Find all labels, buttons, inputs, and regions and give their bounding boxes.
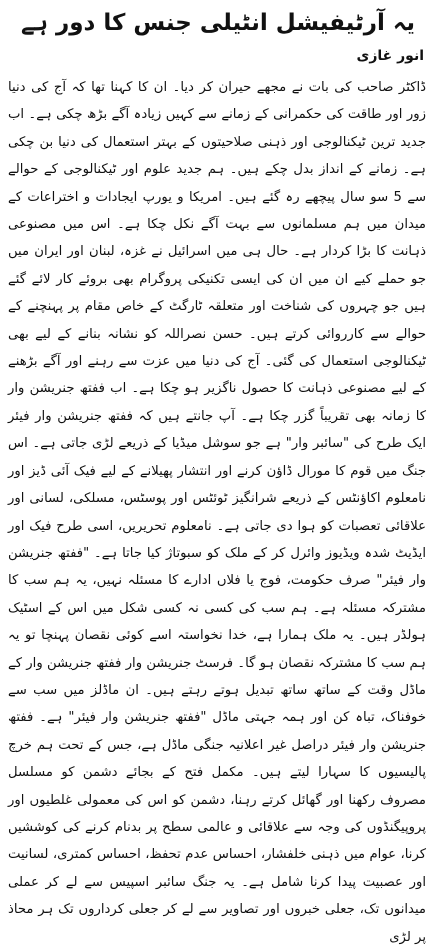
article-headline: یہ آرٹیفیشل انٹیلی جنس کا دور ہے (21, 10, 415, 36)
article-body (6, 74, 430, 951)
author-byline: انور غازی (356, 48, 424, 64)
article-paragraph: ڈاکٹر صاحب کی بات نے مجھے حیران کر دیا۔ ان کا کہنا تھا کہ آج کی دنیا زور اور طاقت کی حکمرانی کے زمانے سے کہیں زیادہ آگے بڑھ چکی ہے۔ اب جدید ترین ٹیکنالوجی اور ذہنی صلاحیتوں کے بہتر استعمال کی دنیا بن چکی ہے۔ زمانے کے انداز بدل چکے ہیں۔ ہم جدید علوم اور ٹیکنالوجی کے حوالے سے 5 سو سال پیچھے رہ گئے ہیں۔ امریکا و یورپ ایجادات و اختراعات کے میدان میں ہم مسلمانوں سے بہت آگے نکل چکا ہے۔ اس میں مصنوعی ذہانت کا بڑا کردار ہے۔ حال ہی میں اسرائیل نے غزہ، لبنان اور ایران میں جو حملے کیے ان میں ان کی ایسی تکنیکی پروگرام بھی بروئے کار لائے گئے ہیں جو چہروں کی شناخت اور متعلقہ ٹارگٹ کے خاص مقام پر پہنچنے کے حوالے سے کارروائی کرتے ہیں۔ حسن نصراللہ کو نشانہ بنانے کے لیے بھی ٹیکنالوجی استعمال کی گئی۔ آج کی دنیا میں عزت سے رہنے اور آگے بڑھنے کے لیے مصنوعی ذہانت کا حصول ناگزیر ہو چکا ہے۔ اب ففتھ جنریشن وار کا زمانہ بھی تقریباً گزر چکا ہے۔ آپ جانتے ہیں کہ ففتھ جنریشن وار فیئر ایک طرح کی "سائبر وار" ہے جو سوشل میڈیا کے ذریعے لڑی جاتی ہے۔ اس جنگ میں قوم کا مورال ڈاؤن کرنے اور انتشار پھیلانے کے لیے فیک آئی ڈیز اور نامعلوم اکاؤنٹس کے ذریعے شرانگیز ٹوئٹس اور پوسٹس، مسلکی، لسانی اور علاقائی تعصبات کو ہوا دی جاتی ہے۔ نامعلوم تحریریں، اسی طرح فیک اور ایڈیٹ شدہ ویڈیوز وائرل کر کے ملک کو سبوتاژ کیا جاتا ہے۔ "ففتھ جنریشن وار فیئر" صرف حکومت، فوج یا فلاں ادارے کا مسئلہ نہیں، یہ ہم سب کا مشترکہ مسئلہ ہے۔ ہم سب کی کسی نہ کسی شکل میں اس کے اسٹیک ہولڈر ہیں۔ یہ ملک ہمارا ہے، خدا نخواستہ اسے کوئی نقصان پہنچا تو یہ ہم سب کا مشترکہ نقصان ہو گا۔ فرسٹ جنریشن وار ففتھ جنریشن وار کے ماڈل وقت کے ساتھ ساتھ تبدیل ہوتے رہتے ہیں۔ ان ماڈلز میں سب سے خوفناک، تباہ کن اور ہمہ جہتی ماڈل "ففتھ جنریشن وار فیئر" ہے۔ ففتھ جنریشن وار فیئر دراصل غیر اعلانیہ جنگی ماڈل ہے، جس کے تحت ہم خرچ پالیسیوں کا سہارا لیتے ہیں۔ مکمل فتح کے بجائے دشمن کو مسلسل مصروف رکھنا اور گھائل کرتے رہنا، دشمن کو اس کی معمولی غلطیوں اور پروپیگنڈوں کی وجہ سے علاقائی و عالمی سطح پر بدنام کرنے کی کوششیں کرنا، عوام میں ذہنی خلفشار، احساس عدم تحفظ، احساس کمتری، لسانیت اور عصبیت پیدا کرنا شامل ہے۔ یہ جنگ سائبر اسپیس سے لے کر عملی میدانوں تک، جعلی خبروں اور تصاویر سے لے کر جعلی کرداروں تک ہر محاذ پر لڑی (8, 80, 426, 945)
